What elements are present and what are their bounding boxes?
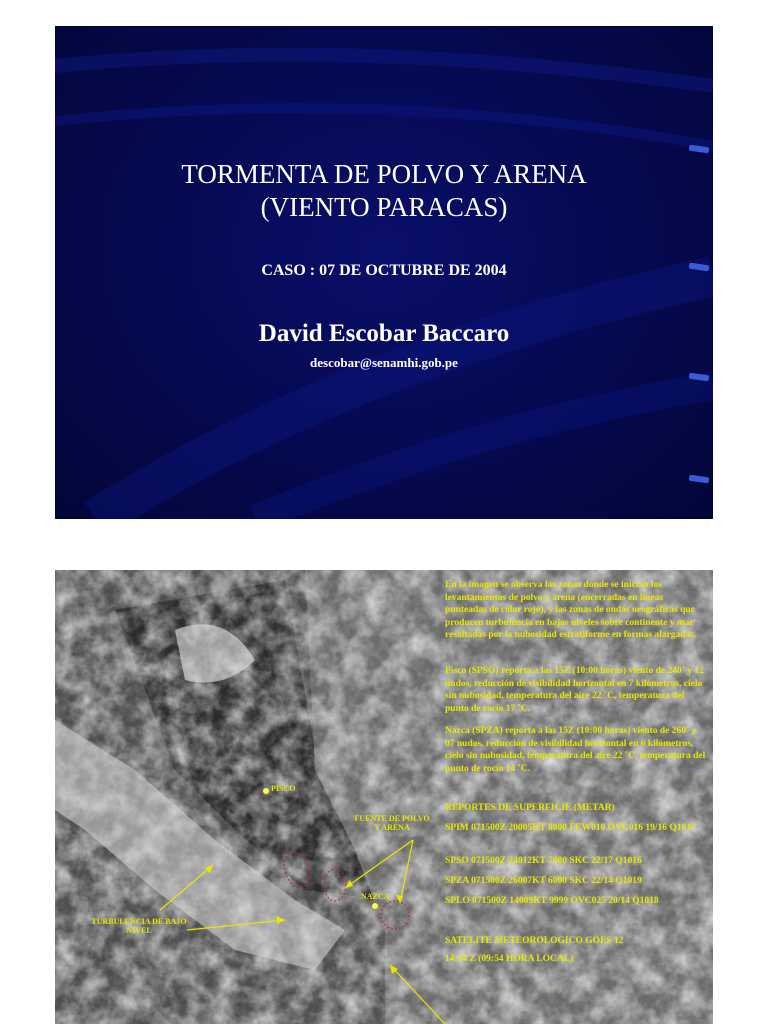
pisco-label: PISCO	[271, 784, 296, 793]
metar-spza: SPZA 071500Z 26007KT 6000 SKC 22/14 Q1019	[445, 876, 642, 886]
satellite-name: SATELITE METEOROLOGICO GOES 12	[445, 936, 624, 946]
nazca-label: NAZCA	[361, 892, 390, 901]
metar-spso: SPSO 071500Z 24012KT 7000 SKC 22/17 Q1016	[445, 856, 642, 866]
title-line-2: (VIENTO PARACAS)	[260, 192, 508, 222]
slide-title	[55, 158, 713, 224]
author-name: David Escobar Baccaro	[258, 320, 510, 347]
title-slide	[55, 26, 713, 519]
description-text	[445, 579, 707, 642]
fuente-label: FUENTE DE POLVO Y ARENA	[354, 814, 430, 832]
case-date: CASO : 07 DE OCTUBRE DE 2004	[261, 262, 507, 279]
paragraph-1: En la imagen se observa las zonas donde se inician los levantamientos de polvo y arena (encerradas en líneas punteadas de color rojo), y las zonas de ondas orográficas que producen turbulencia en bajos niveles sobre continente y mar resaltadas por la nubosidad estratiforme en formas alargadas.	[445, 580, 697, 640]
satellite-slide	[55, 570, 713, 1024]
metar-splo: SPLO 071500Z 14009KT 9999 OVC025 20/14 Q1018	[445, 896, 659, 906]
nazca-report: Nazca (SPZA) reporta a las 15Z (10:00 horas) viento de 260˚ y 07 nudos, reducción de visibilidad horizontal en 6 kilómetros, cielo sin nubosidad, temperatura del aire 22 ˚C, temperatura del punto de rocío 14 ˚C.	[445, 726, 706, 774]
image-time: 14:54 Z (09:54 HORA LOCAL)	[445, 954, 574, 964]
metar-heading: REPORTES DE SUPERFICIE (METAR)	[445, 803, 615, 813]
metar-spim: SPIM 071500Z 20005KT 8000 FEW010 OVC016 19/16 Q1017	[445, 823, 696, 833]
title-line-1: TORMENTA DE POLVO Y ARENA	[181, 159, 587, 189]
turbulencia-label: TURBULENCIA DE BAJO NIVEL	[91, 917, 187, 935]
nazca-marker	[372, 903, 378, 909]
pisco-marker	[263, 788, 269, 794]
author-email: descobar@senamhi.gob.pe	[310, 355, 458, 370]
pisco-report: Pisco (SPSO) reporta a las 15Z (10:00 horas) viento de 240˚ y 12 nudos, reducción de visibilidad horizontal en 7 kilómetros, cielo sin nubosidad, temperatura del aire 22 ˚C, temperatura del punto de rocío 17 ˚C.	[445, 666, 704, 714]
